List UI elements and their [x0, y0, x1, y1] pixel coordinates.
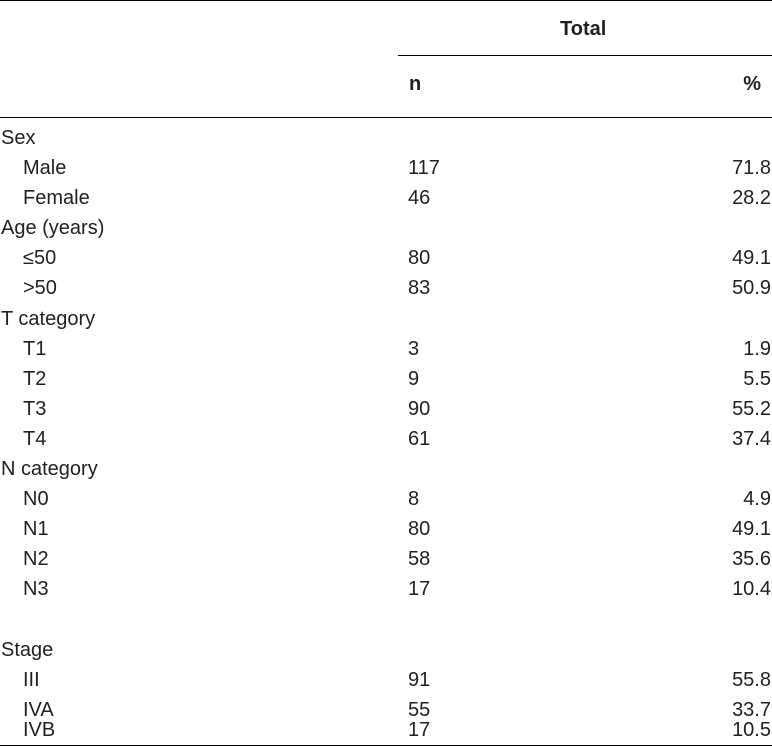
row-n: 46 [408, 187, 431, 209]
row-percent: 33.7 [732, 699, 771, 721]
row-n: 61 [408, 428, 431, 450]
table-row-n1 [0, 514, 772, 544]
row-label: >50 [23, 277, 57, 299]
row-n: 9 [408, 368, 420, 390]
row-percent: 49.1 [732, 247, 771, 269]
table-row-age-gt50 [0, 273, 772, 303]
row-percent: 55.2 [732, 398, 771, 420]
table-row-age [0, 213, 772, 243]
row-label: Age (years) [1, 217, 105, 239]
table-top-rule [0, 0, 772, 1]
row-label: Male [23, 157, 67, 179]
row-percent: 49.1 [732, 518, 771, 540]
row-percent: 55.8 [732, 669, 771, 691]
row-n: 83 [408, 277, 431, 299]
table-row-age-le50 [0, 243, 772, 273]
row-label: T1 [23, 338, 47, 360]
row-percent: 1.9 [743, 338, 771, 360]
row-label: N0 [23, 488, 49, 510]
row-label: T4 [23, 428, 47, 450]
table-row-stage-iii [0, 665, 772, 695]
row-label: ≤50 [23, 247, 57, 269]
row-n: 55 [408, 699, 431, 721]
row-label: T2 [23, 368, 47, 390]
row-n: 8 [408, 488, 420, 510]
row-percent: 10.4 [732, 578, 771, 600]
total-span-rule [398, 55, 772, 56]
row-percent: 10.5 [732, 719, 771, 741]
row-percent: 4.9 [743, 488, 771, 510]
header-n: n [409, 73, 422, 95]
header-bottom-rule [0, 117, 772, 118]
table-row-t2 [0, 364, 772, 394]
row-percent: 35.6 [732, 548, 771, 570]
table-bottom-rule [0, 745, 772, 746]
table-row-stage [0, 635, 772, 665]
header-total: Total [560, 18, 607, 40]
row-label: N3 [23, 578, 49, 600]
row-n: 17 [408, 578, 431, 600]
row-percent: 5.5 [743, 368, 771, 390]
row-n: 3 [408, 338, 420, 360]
table-row-n0 [0, 484, 772, 514]
table-row-female [0, 183, 772, 213]
row-label: N category [1, 458, 98, 480]
row-label: N2 [23, 548, 49, 570]
row-percent: 71.8 [732, 157, 771, 179]
row-label: IVB [23, 719, 56, 741]
row-label: Female [23, 187, 90, 209]
table-row-n-category [0, 454, 772, 484]
row-percent: 28.2 [732, 187, 771, 209]
row-label: T category [1, 308, 96, 330]
table-row-n3 [0, 574, 772, 604]
row-percent: 50.9 [732, 277, 771, 299]
table-row-t4 [0, 424, 772, 454]
table-row-n2 [0, 544, 772, 574]
row-label: T3 [23, 398, 47, 420]
table-row-t-category [0, 304, 772, 334]
row-n: 58 [408, 548, 431, 570]
row-n: 91 [408, 669, 431, 691]
table-row-sex [0, 123, 772, 153]
row-n: 17 [408, 719, 431, 741]
row-label: Stage [1, 639, 54, 661]
row-n: 80 [408, 518, 431, 540]
table-row-male [0, 153, 772, 183]
row-label: N1 [23, 518, 49, 540]
row-percent: 37.4 [732, 428, 771, 450]
row-label: IVA [23, 699, 54, 721]
row-label: III [23, 669, 40, 691]
row-label: Sex [1, 127, 36, 149]
header-percent: % [743, 73, 761, 95]
table-row-t3 [0, 394, 772, 424]
table-row-t1 [0, 334, 772, 364]
table-row-stage-ivb [0, 715, 772, 745]
row-n: 80 [408, 247, 431, 269]
row-n: 90 [408, 398, 431, 420]
row-n: 117 [408, 157, 440, 179]
